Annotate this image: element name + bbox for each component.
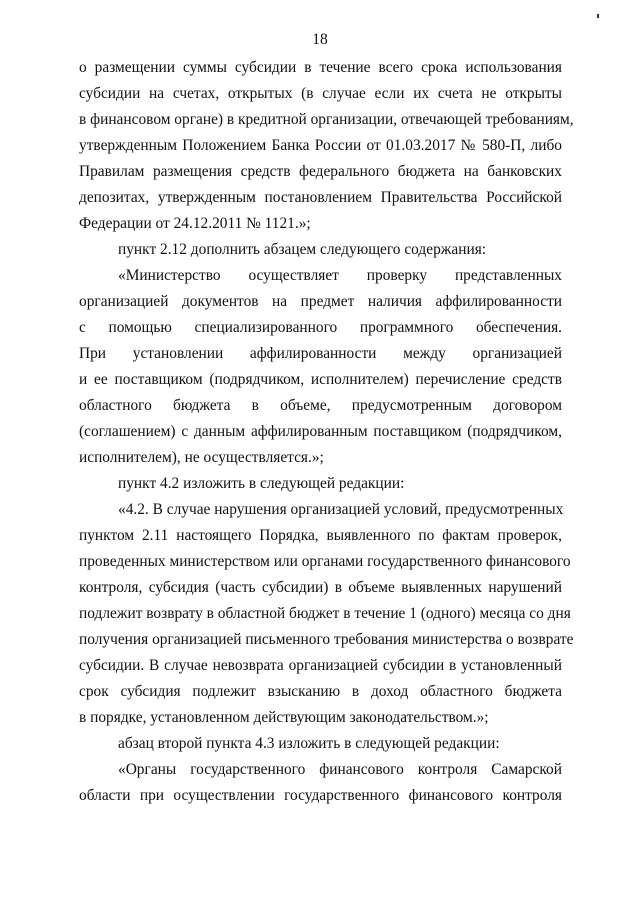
text-line: субсидии на счетах, открытых (в случае если их счета не открыты (79, 85, 562, 102)
text-line: в финансовом органе) в кредитной организации, отвечающей требованиям, (79, 111, 574, 128)
page-number: 18 (312, 31, 328, 48)
text-line: (соглашением) с данным аффилированным поставщиком (подрядчиком, (79, 423, 562, 440)
text-line: пункт 4.2 изложить в следующей редакции: (118, 475, 405, 492)
text-line: Федерации от 24.12.2011 № 1121.»; (79, 215, 311, 232)
text-line: исполнителем), не осуществляется.»; (79, 449, 324, 466)
text-line: «Министерство осуществляет проверку представленных (118, 267, 562, 284)
text-line: области при осуществлении государственного финансового контроля (79, 787, 562, 804)
text-line: в порядке, установленном действующим законодательством.»; (79, 709, 489, 726)
text-line: субсидии. В случае невозврата организацией субсидии в установленный (79, 657, 562, 674)
text-line: подлежит возврату в областной бюджет в течение 1 (одного) месяца со дня (79, 605, 571, 622)
scan-speck (597, 14, 599, 18)
text-line: Правилам размещения средств федерального бюджета на банковских (79, 163, 562, 180)
text-line: с помощью специализированного программного обеспечения. (79, 319, 562, 336)
text-line: срок субсидия подлежит взысканию в доход областного бюджета (79, 683, 562, 700)
text-line: о размещении суммы субсидии в течение всего срока использования (79, 59, 562, 76)
text-line: При установлении аффилированности между организацией (79, 345, 562, 362)
text-line: пунктом 2.11 настоящего Порядка, выявленного по фактам проверок, (79, 527, 562, 544)
text-line: утвержденным Положением Банка России от 01.03.2017 № 580-П, либо (79, 137, 562, 154)
text-line: организацией документов на предмет наличия аффилированности (79, 293, 562, 310)
text-line: абзац второй пункта 4.3 изложить в следующей редакции: (118, 735, 500, 752)
text-line: «4.2. В случае нарушения организацией условий, предусмотренных (118, 501, 564, 518)
text-line: «Органы государственного финансового контроля Самарской (118, 761, 562, 778)
text-line: областного бюджета в объеме, предусмотренным договором (79, 397, 562, 414)
text-line: проведенных министерством или органами государственного финансового (79, 553, 571, 570)
text-line: и ее поставщиком (подрядчиком, исполнителем) перечисление средств (79, 371, 562, 388)
text-line: пункт 2.12 дополнить абзацем следующего содержания: (118, 241, 487, 258)
text-line: депозитах, утвержденным постановлением Правительства Российской (79, 189, 562, 206)
text-line: получения организацией письменного требования министерства о возврате (79, 631, 574, 648)
text-line: контроля, субсидия (часть субсидии) в объеме выявленных нарушений (79, 579, 562, 596)
